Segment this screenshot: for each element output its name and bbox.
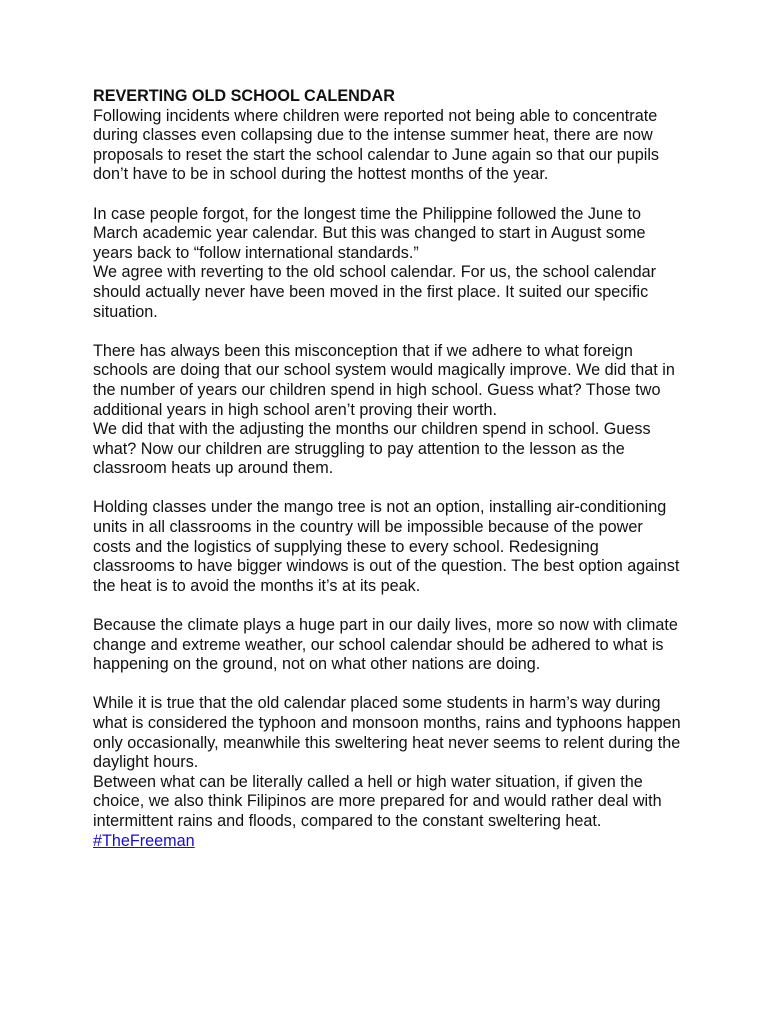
paragraph: There has always been this misconception that if we adhere to what foreign schools are doing that our school system would magically improve. We did that in the number of years our children spend in high school. Guess what? Those two additional years in high school aren’t proving their worth. bbox=[93, 341, 675, 419]
paragraph: We agree with reverting to the old school calendar. For us, the school calendar should actually never have been moved in the first place. It suited our specific situation. bbox=[93, 263, 656, 321]
paragraph: Because the climate plays a huge part in our daily lives, more so now with climate change and extreme weather, our school calendar should be adhered to what is happening on the ground, not on what other nations are doing. bbox=[93, 616, 678, 674]
closing-paragraph bbox=[93, 773, 683, 851]
paragraph: In case people forgot, for the longest time the Philippine followed the June to March academic year calendar. But this was changed to start in August some years back to “follow international standards.” bbox=[93, 204, 646, 262]
paragraph-gap bbox=[93, 185, 683, 205]
paragraph-gap bbox=[93, 479, 683, 499]
closing-paragraph-text: Between what can be literally called a hell or high water situation, if given the choice, we also think Filipinos are more prepared for and would rather deal with intermittent rains and floods, compared to the constant sweltering heat. bbox=[93, 772, 662, 830]
paragraph: While it is true that the old calendar placed some students in harm’s way during what is considered the typhoon and monsoon months, rains and typhoons happen only occasionally, meanwhile this sweltering heat never seems to relent during the daylight hours. bbox=[93, 694, 681, 772]
hashtag-link[interactable]: #TheFreeman bbox=[93, 831, 195, 850]
paragraph-gap bbox=[93, 675, 683, 695]
article bbox=[93, 87, 683, 851]
paragraph: Holding classes under the mango tree is not an option, installing air-conditioning units in all classrooms in the country will be impossible because of the power costs and the logistics of supplying these to every school. Redesigning classrooms to have bigger windows is out of the question. The best option against the heat is to avoid the months it’s at its peak. bbox=[93, 498, 680, 595]
paragraph-gap bbox=[93, 596, 683, 616]
paragraph: We did that with the adjusting the months our children spend in school. Guess what? Now our children are struggling to pay attention to the lesson as the classroom heats up around them. bbox=[93, 420, 651, 478]
paragraph: Following incidents where children were reported not being able to concentrate during classes even collapsing due to the intense summer heat, there are now proposals to reset the start the school calendar to June again so that our pupils don’t have to be in school during the hottest months of the year. bbox=[93, 106, 660, 184]
paragraph-gap bbox=[93, 322, 683, 342]
article-title: REVERTING OLD SCHOOL CALENDAR bbox=[93, 87, 395, 105]
